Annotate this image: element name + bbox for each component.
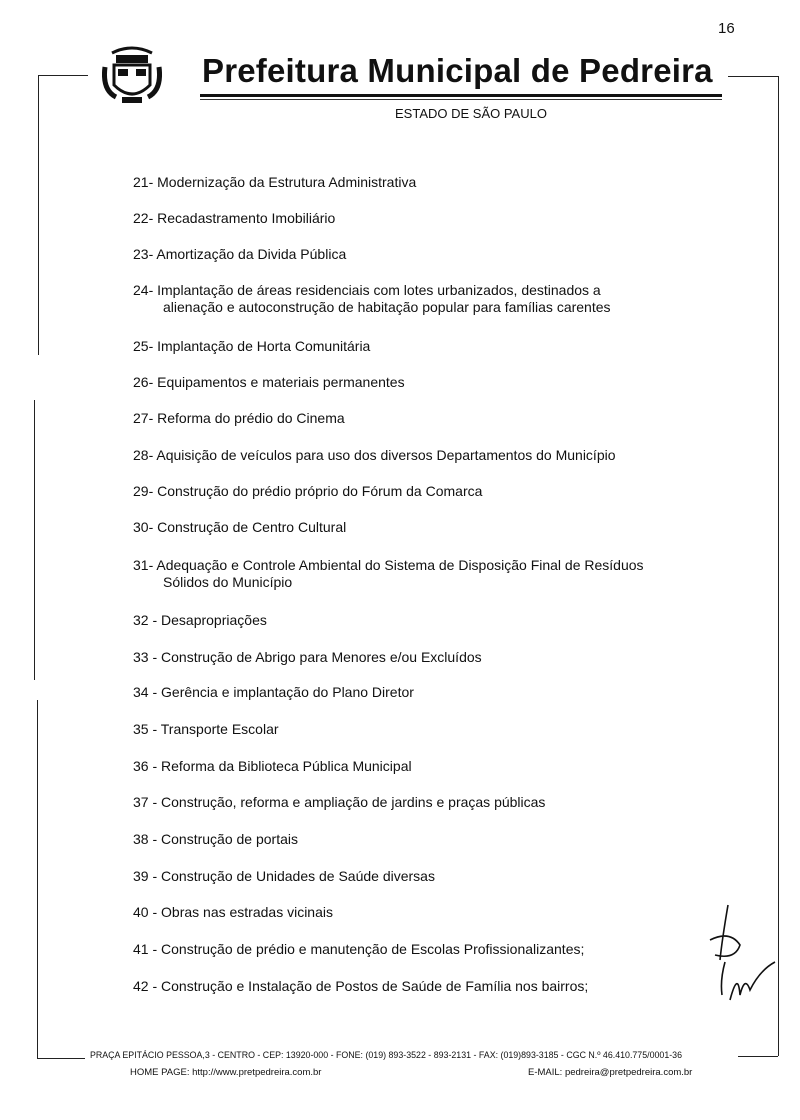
list-item	[133, 519, 346, 535]
list-item	[133, 612, 267, 628]
item-number: 37 -	[133, 794, 158, 810]
item-number: 25-	[133, 338, 154, 354]
item-number: 22-	[133, 210, 154, 226]
footer-email: E-MAIL: pedreira@pretpedreira.com.br	[528, 1067, 693, 1078]
item-number: 34 -	[133, 684, 158, 700]
item-text: Implantação de áreas residenciais com lotes urbanizados, destinados a	[157, 282, 601, 298]
item-text-continued: Sólidos do Município	[163, 574, 293, 590]
item-text: Adequação e Controle Ambiental do Sistema de Disposição Final de Resíduos	[156, 557, 644, 573]
item-text: Construção de Unidades de Saúde diversas	[161, 868, 435, 884]
footer-address: PRAÇA EPITÁCIO PESSOA,3 - CENTRO - CEP: 13920-000 - FONE: (019) 893-3522 - 893-2131 - FAX: (019)893-3185 - CGC N.º 46.410.775/0001-36	[90, 1050, 683, 1061]
item-text-continued: alienação e autoconstrução de habitação popular para famílias carentes	[163, 299, 611, 315]
item-number: 33 -	[133, 649, 158, 665]
item-number: 27-	[133, 410, 154, 426]
item-number: 35 -	[133, 721, 158, 737]
list-item	[133, 338, 370, 354]
item-text: Construção de prédio e manutenção de Escolas Profissionalizantes;	[161, 941, 585, 957]
page-number: 16	[718, 20, 735, 37]
item-number: 28-	[133, 447, 154, 463]
list-item	[133, 174, 416, 190]
page-title: Prefeitura Municipal de Pedreira	[202, 52, 713, 89]
item-text: Reforma da Biblioteca Pública Municipal	[161, 758, 412, 774]
item-number: 31-	[133, 557, 154, 573]
list-item	[133, 483, 482, 499]
item-text: Obras nas estradas vicinais	[161, 904, 333, 920]
item-text: Amortização da Divida Pública	[156, 246, 347, 262]
list-item	[133, 374, 405, 390]
list-item	[133, 978, 588, 994]
item-text: Aquisição de veículos para uso dos diversos Departamentos do Município	[156, 447, 616, 463]
item-text: Construção de Centro Cultural	[157, 519, 347, 535]
border-line	[37, 1058, 85, 1059]
municipal-seal-icon	[102, 45, 162, 107]
list-item	[133, 721, 279, 737]
list-item	[133, 410, 345, 426]
list-item	[133, 210, 335, 226]
list-item	[133, 758, 412, 774]
list-item	[133, 246, 346, 262]
list-item	[133, 684, 414, 700]
item-text: Modernização da Estrutura Administrativa	[157, 174, 417, 190]
border-line	[738, 1056, 778, 1057]
border-line	[34, 400, 35, 680]
item-text: Construção de portais	[161, 831, 298, 847]
list-item	[133, 941, 584, 957]
list-item	[133, 447, 616, 463]
title-underline-thin	[200, 99, 722, 100]
item-number: 40 -	[133, 904, 158, 920]
item-text: Implantação de Horta Comunitária	[157, 338, 371, 354]
item-number: 26-	[133, 374, 154, 390]
item-text: Construção e Instalação de Postos de Saúde de Família nos bairros;	[161, 978, 589, 994]
list-item	[133, 794, 545, 810]
border-line	[38, 75, 39, 355]
item-text: Desapropriações	[161, 612, 267, 628]
item-number: 24-	[133, 282, 154, 298]
item-text: Recadastramento Imobiliário	[157, 210, 336, 226]
item-text: Gerência e implantação do Plano Diretor	[161, 684, 414, 700]
state-subtitle: ESTADO DE SÃO PAULO	[395, 106, 547, 121]
item-text: Construção, reforma e ampliação de jardins e praças públicas	[161, 794, 546, 810]
item-number: 21-	[133, 174, 154, 190]
item-number: 30-	[133, 519, 154, 535]
item-number: 38 -	[133, 831, 158, 847]
item-text: Construção do prédio próprio do Fórum da Comarca	[157, 483, 483, 499]
list-item	[133, 557, 644, 590]
list-item	[133, 868, 435, 884]
list-item	[133, 904, 333, 920]
list-item	[133, 831, 298, 847]
list-item	[133, 282, 611, 315]
item-number: 36 -	[133, 758, 158, 774]
item-text: Reforma do prédio do Cinema	[157, 410, 345, 426]
item-text: Equipamentos e materiais permanentes	[157, 374, 405, 390]
border-line	[728, 76, 778, 77]
item-text: Construção de Abrigo para Menores e/ou Excluídos	[161, 649, 482, 665]
signature-mark	[700, 900, 780, 1010]
item-number: 32 -	[133, 612, 158, 628]
item-number: 41 -	[133, 941, 158, 957]
border-line	[38, 75, 88, 76]
border-line	[37, 700, 38, 1058]
item-text: Transporte Escolar	[160, 721, 279, 737]
item-number: 29-	[133, 483, 154, 499]
list-item	[133, 649, 482, 665]
item-number: 42 -	[133, 978, 158, 994]
title-underline	[200, 94, 722, 97]
item-number: 39 -	[133, 868, 158, 884]
footer-homepage: HOME PAGE: http://www.pretpedreira.com.br	[130, 1067, 322, 1078]
item-number: 23-	[133, 246, 154, 262]
